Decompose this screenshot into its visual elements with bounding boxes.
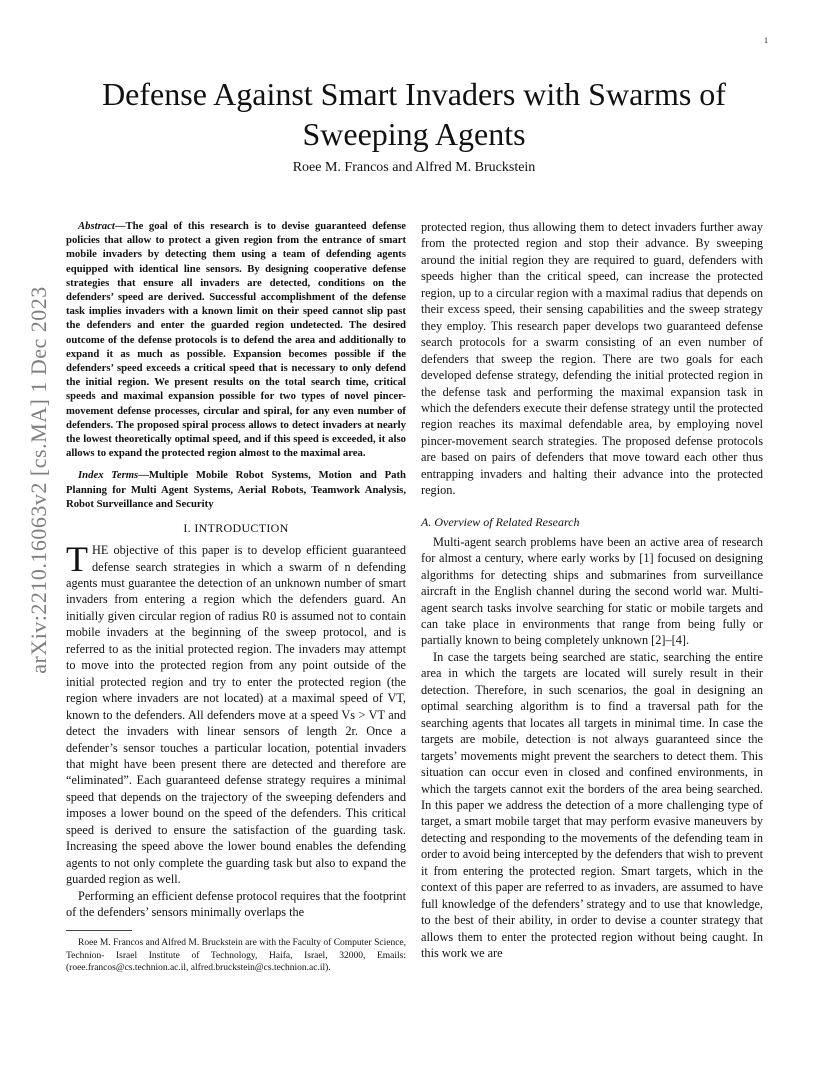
author-footnote: Roee M. Francos and Alfred M. Bruckstein are with the Faculty of Computer Science, Technion- Israel Institute of Technology, Haifa, Israel, 32000, Emails:(roee.francos@cs.technion.ac.il, alfred.bruckstein@cs.technion.ac.il). [66,938,406,973]
index-terms-text: —Multiple Mobile Robot Systems, Motion and Path Planning for Multi Agent Systems, Aerial Robots, Teamwork Analysis, Robot Surveillance and Security [66,469,406,510]
abstract-text: —The goal of this research is to devise guaranteed defense policies that allow to protect a given region from the entrance of smart mobile invaders by detecting them using a team of defending agents equipped with identical line sensors. By designing cooperative defense strategies that ensure all invaders are detected, conditions on the defenders’ speed are derived. Successful accomplishment of the defense task implies invaders with a known limit on their speed cannot slip past the defenders and enter the guarded region undetected. The desired outcome of the defense protocols is to defend the area and additionally to expand it as much as possible. Expansion becomes possible if the defenders’ speed exceeds a critical speed that is necessary to only defend the initial region. We present results on the total search time, critical speeds and maximal expansion possible for two types of novel pincer-movement defense processes, circular and spiral, for any even number of defenders. The proposed spiral process allows to detect invaders at nearly the lowest theoretically optimal speed, and if this speed is exceeded, it also allows to expand the protected region almost to the maximal area. [66,220,406,460]
subsection-heading-related-research: A. Overview of Related Research [421,514,580,529]
page-number: 1 [764,36,768,45]
intro-paragraph-1-text: HE objective of this paper is to develop efficient guaranteed defense search strategies in which a swarm of n defending agents must guarantee the detection of an unknown number of smart invaders from entering a region which the defenders guard. An initially given circular region of radius R0 is assumed not to contain mobile invaders at the beginning of the sweep protocol, and is referred to as the initial protected region. The invaders may attempt to move into the protected region from any point outside of the initial protected region and try to enter the protected region (the region where invaders are not located) at a maximal speed of VT, known to the defenders. All defenders move at a speed Vs > VT and detect the invaders with linear sensors of length 2r. Once a defender’s sensor touches a particular location, potential invaders that might have been present there are detected and therefore are “eliminated”. Each guaranteed defense strategy requires a minimal speed that depends on the trajectory of the sweeping defenders and imposes a lower bound on the speed of the defenders. This critical speed is derived to ensure the satisfaction of the guarding task. Increasing the speed above the lower bound enables the defending agents to not only complete the guarding task but also to expand the guarded region as well. [66,543,406,887]
abstract-lead: Abstract [78,220,115,232]
section-heading-introduction: I. INTRODUCTION [183,521,289,536]
arxiv-stamp-text: arXiv:2210.16063v2 [cs.MA] 1 Dec 2023 [26,286,51,674]
index-terms-lead: Index Terms [78,469,139,482]
index-terms [66,468,406,511]
abstract [66,219,406,460]
footnote-divider [66,930,132,931]
right-column [421,219,763,961]
paper-authors: Roee M. Francos and Alfred M. Bruckstein [292,160,536,175]
left-column [66,219,406,974]
related-research-paragraph-2: In case the targets being searched are static, searching the entire area in which the targets are located will surely result in their detection. Therefore, in such scenarios, the goal in designing an optimal searching algorithm is to find a traversal path for the searching agents that locates all targets in minimal time. In case the targets are mobile, detection is not always guaranteed since the targets’ movements might prevent the searchers to detect them. This situation can occur even in closed and confined environments, in which the targets cannot exit the borders of the area being searched. In this paper we address the detection of a more challenging type of target, a smart mobile target that may perform evasive maneuvers by detecting and responding to the movements of the defending team in order to avoid being intercepted by the defenders that wish to prevent it from entering the protected region. Smart targets, which in the context of this paper are referred to as invaders, are assumed to have full knowledge of the defenders’ strategy and to use that knowledge, to the best of their ability, in order to devise a counter strategy that allows them to enter the protected region without being caught. In this work we are [421,649,763,961]
related-research-paragraph-1: Multi-agent search problems have been an active area of research for almost a century, where early works by [1] focused on designing algorithms for detecting ships and submarines from surveillance aircraft in the English channel during the second world war. Multi-agent search tasks involve searching for static or mobile targets and can take place in environments that range from being fully or partially known to being completely unknown [2]–[4]. [421,534,763,648]
intro-paragraph-2: Performing an efficient defense protocol requires that the footprint of the defenders’ sensors minimally overlaps the [66,888,406,920]
paper-title: Defense Against Smart Invaders with Swarms of Sweeping Agents [102,76,726,152]
intro-paragraph-2-continued: protected region, thus allowing them to detect invaders further away from the protected region and stop their advance. By sweeping around the initial region they are required to guard, defenders with speeds higher than the critical speed, can increase the protected region, up to a circular region with a maximal radius that depends on their excess speed, their sensing capabilities and the sweep strategy they employ. This research paper develops two guaranteed defense search protocols for a swarm consisting of an even number of defenders that sweep the region. There are two goals for each developed defense strategy, defending the initial protected region in the defense task and performing the maximal expansion task in which the defenders execute their defense strategy until the protected region reaches its maximal defendable area, by employing novel pincer-movement search strategies. The proposed defense protocols are based on pairs of defenders that move toward each other thus entrapping invaders and halting their advance into the protected region. [421,220,763,498]
dropcap-letter: T [66,539,88,580]
intro-paragraph-1 [66,539,406,888]
